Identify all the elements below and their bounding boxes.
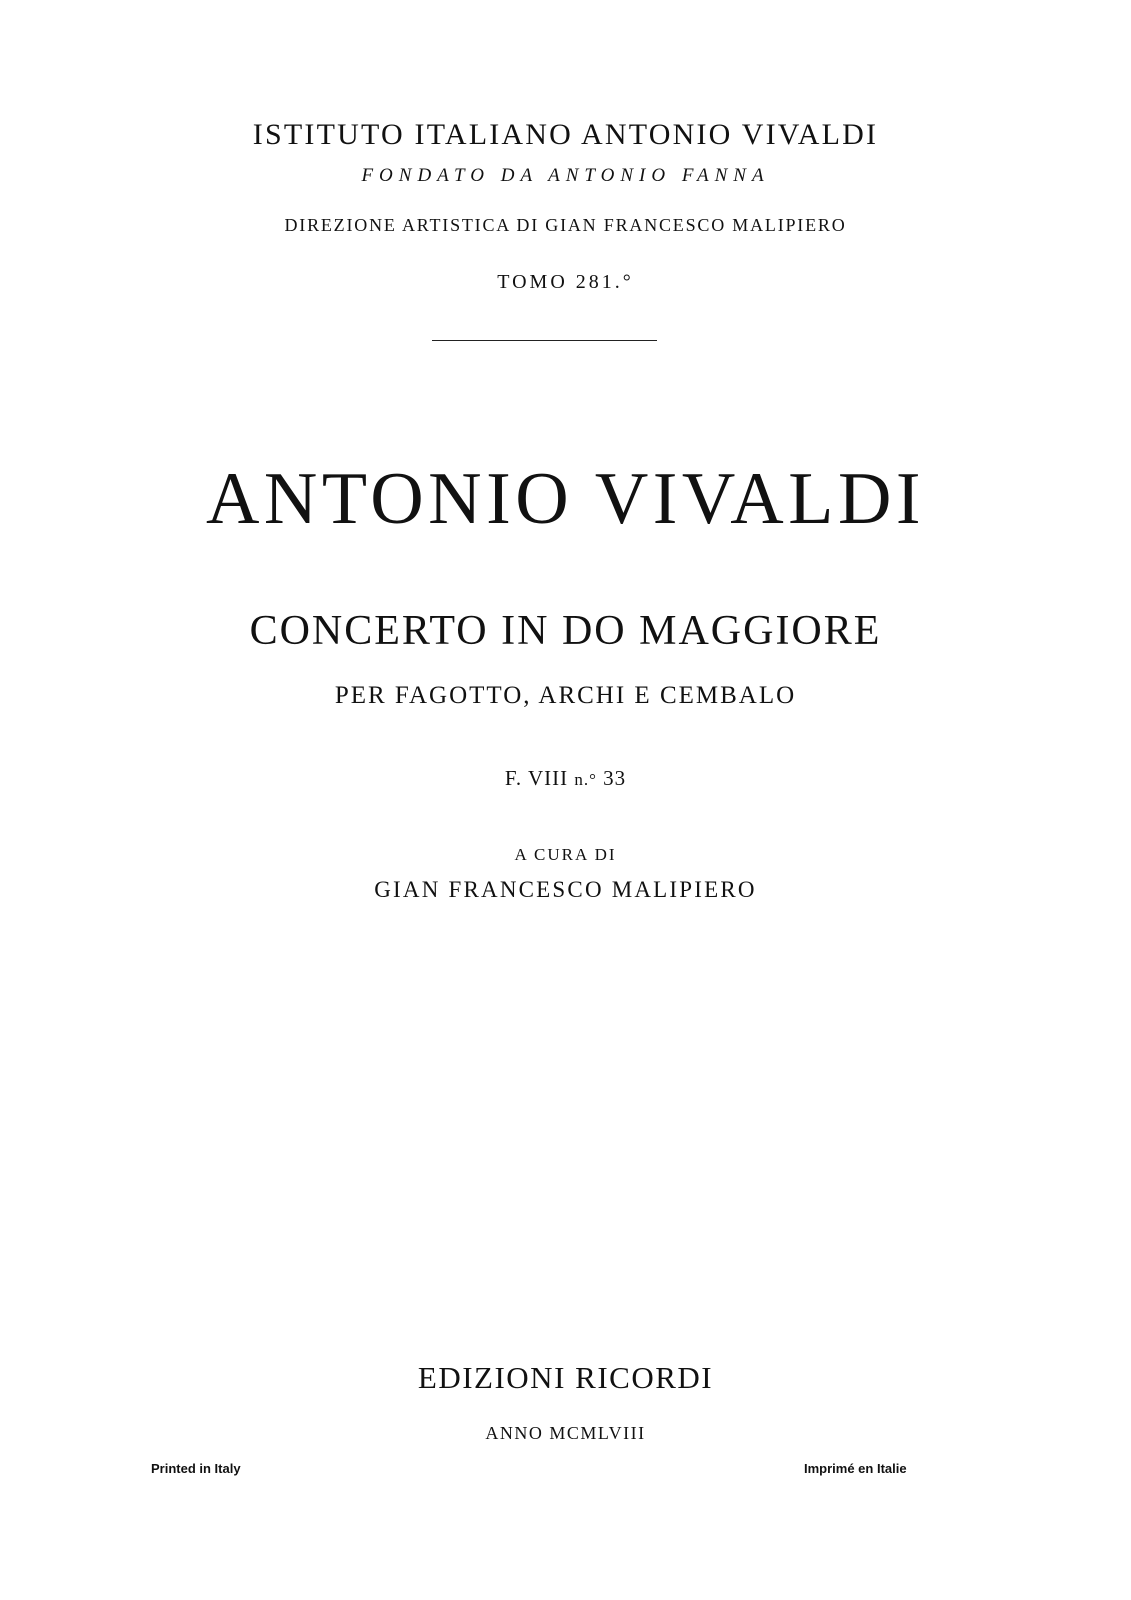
volume-number: TOMO 281.° (497, 271, 634, 293)
catalog-number (0, 768, 1131, 789)
publication-year: ANNO MCMLVIII (485, 1423, 646, 1443)
catalog-no-label: n.° (574, 770, 597, 789)
editor-intro: A CURA DI (514, 845, 617, 864)
composer-name: ANTONIO VIVALDI (205, 458, 926, 540)
artistic-direction-line: DIREZIONE ARTISTICA DI GIAN FRANCESCO MALIPIERO (284, 215, 847, 235)
imprime-en-italie-note: Imprimé en Italie (804, 1461, 907, 1476)
publisher-name: EDIZIONI RICORDI (417, 1360, 714, 1395)
institute-name: ISTITUTO ITALIANO ANTONIO VIVALDI (252, 118, 879, 151)
work-instrumentation: PER FAGOTTO, ARCHI E CEMBALO (334, 682, 797, 709)
divider-rule (432, 340, 657, 341)
catalog-prefix: F. VIII (504, 766, 569, 790)
catalog-number-value: 33 (603, 766, 627, 790)
work-title: CONCERTO IN DO MAGGIORE (249, 608, 882, 654)
editor-name: GIAN FRANCESCO MALIPIERO (374, 877, 757, 902)
printed-in-italy-note: Printed in Italy (151, 1461, 241, 1476)
founder-line: FONDATO DA ANTONIO FANNA (361, 165, 770, 186)
